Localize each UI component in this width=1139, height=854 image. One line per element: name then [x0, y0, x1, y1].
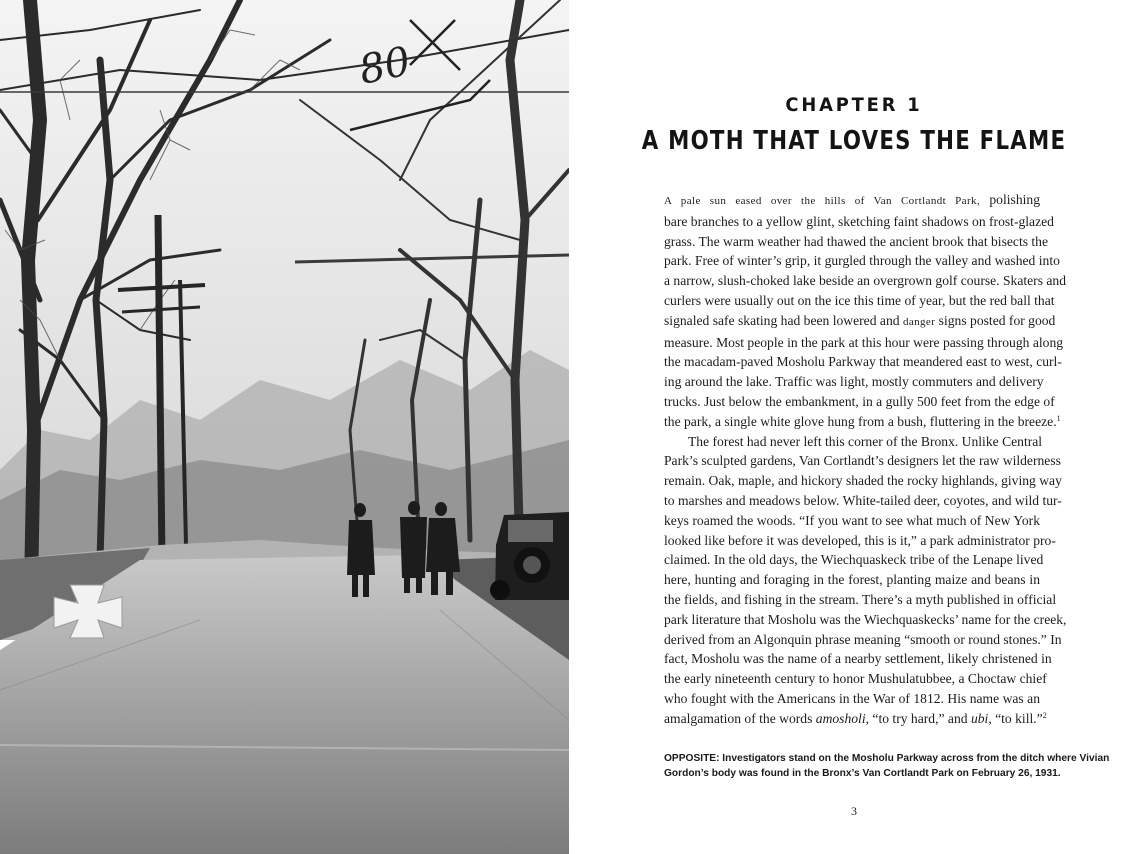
- italic-term: amosholi: [815, 710, 866, 726]
- paragraph-line: A pale sun eased over the hills of Van Cortlandt Park, polishing: [664, 192, 1040, 207]
- caption-line: OPPOSITE: Investigators stand on the Mosholu Parkway across from the ditch where Vivian: [664, 753, 1110, 764]
- vintage-car: [490, 512, 569, 600]
- paragraph-line: to marshes and meadows below. White-tailed deer, coyotes, and wild tur-: [664, 492, 1062, 508]
- photo-caption: [664, 752, 1110, 781]
- paragraph-line: park. Free of winter’s grip, it gurgled through the valley and washed into: [664, 253, 1060, 269]
- small-caps-lead: A pale sun eased over the hills of Van Cortlandt Park,: [664, 195, 981, 207]
- paragraph-line: fact, Mosholu was the name of a nearby settlement, likely christened in: [664, 651, 1052, 667]
- paragraph-line: claimed. In the old days, the Wiechquaskeck tribe of the Lenape lived: [664, 552, 1044, 568]
- paragraph-line: the fields, and fishing in the stream. There’s a myth published in official: [664, 591, 1057, 607]
- paragraph-line: measure. Most people in the park at this hour were passing through along: [664, 334, 1064, 350]
- page-number: 3: [851, 804, 857, 818]
- paragraph-line: looked like before it was developed, this is it,” a park administrator pro-: [664, 532, 1056, 548]
- photo-image: [0, 0, 569, 854]
- paragraph-line: bare branches to a yellow glint, sketching faint shadows on frost-glazed: [664, 213, 1054, 229]
- paragraph-line: The forest had never left this corner of the Bronx. Unlike Central: [688, 433, 1043, 449]
- paragraph-line: the macadam-paved Mosholu Parkway that meandered east to west, curl-: [664, 354, 1062, 370]
- danger-small-caps: danger: [902, 315, 936, 328]
- italic-term: ubi: [970, 710, 989, 726]
- photograph: [0, 0, 569, 854]
- text-page: [569, 0, 1139, 854]
- paragraph-line: Park’s sculpted gardens, Van Cortlandt’s designers let the raw wilderness: [664, 453, 1061, 469]
- body-text: [664, 190, 1067, 729]
- footnote-ref: 1: [1056, 413, 1061, 423]
- paragraph-line: remain. Oak, maple, and hickory shaded the rocky highlands, giving way: [664, 473, 1062, 489]
- paragraph-line: derived from an Algonquin phrase meaning “smooth or round stones.” In: [664, 631, 1062, 647]
- paragraph-line: grass. The warm weather had thawed the ancient brook that bisects the: [664, 233, 1049, 249]
- paragraph-line: park literature that Mosholu was the Wiechquaskecks’ name for the creek,: [664, 611, 1067, 627]
- paragraph-line: amalgamation of the words amosholi, “to try hard,” and ubi, “to kill.”$^2$: [664, 710, 1047, 726]
- handwritten-mark: 80: [355, 38, 415, 94]
- paragraph-line: the park, a single white glove hung from a bush, fluttering in the breeze.$^1$: [664, 413, 1061, 429]
- footnote-ref: 2: [1042, 710, 1047, 720]
- paragraph-line: signaled safe skating had been lowered and danger signs posted for good: [664, 312, 1056, 328]
- caption-line: Gordon’s body was found in the Bronx’s Van Cortlandt Park on February 26, 1931.: [664, 767, 1061, 779]
- paragraph-line: the early nineteenth century to honor Mushulatubbee, a Choctaw chief: [664, 671, 1047, 687]
- paragraph-line: trucks. Just below the embankment, in a gully 500 feet from the edge of: [664, 393, 1055, 409]
- chapter-label: CHAPTER 1: [785, 94, 923, 116]
- paragraph-line: a narrow, slush-choked lake beside an overgrown golf course. Skaters and: [664, 273, 1067, 289]
- paragraph-line: curlers were usually out on the ice this time of year, but the red ball that: [664, 292, 1055, 308]
- paragraph-line: ing around the lake. Traffic was light, mostly commuters and delivery: [664, 374, 1044, 390]
- chapter-title: A MOTH THAT LOVES THE FLAME: [641, 126, 1067, 156]
- paragraph-line: keys roamed the woods. “If you want to see what much of New York: [664, 512, 1040, 528]
- paragraph-line: here, hunting and foraging in the forest, planting maize and beans in: [664, 572, 1040, 588]
- paragraph-line: who fought with the Americans in the War of 1812. His name was an: [664, 690, 1040, 706]
